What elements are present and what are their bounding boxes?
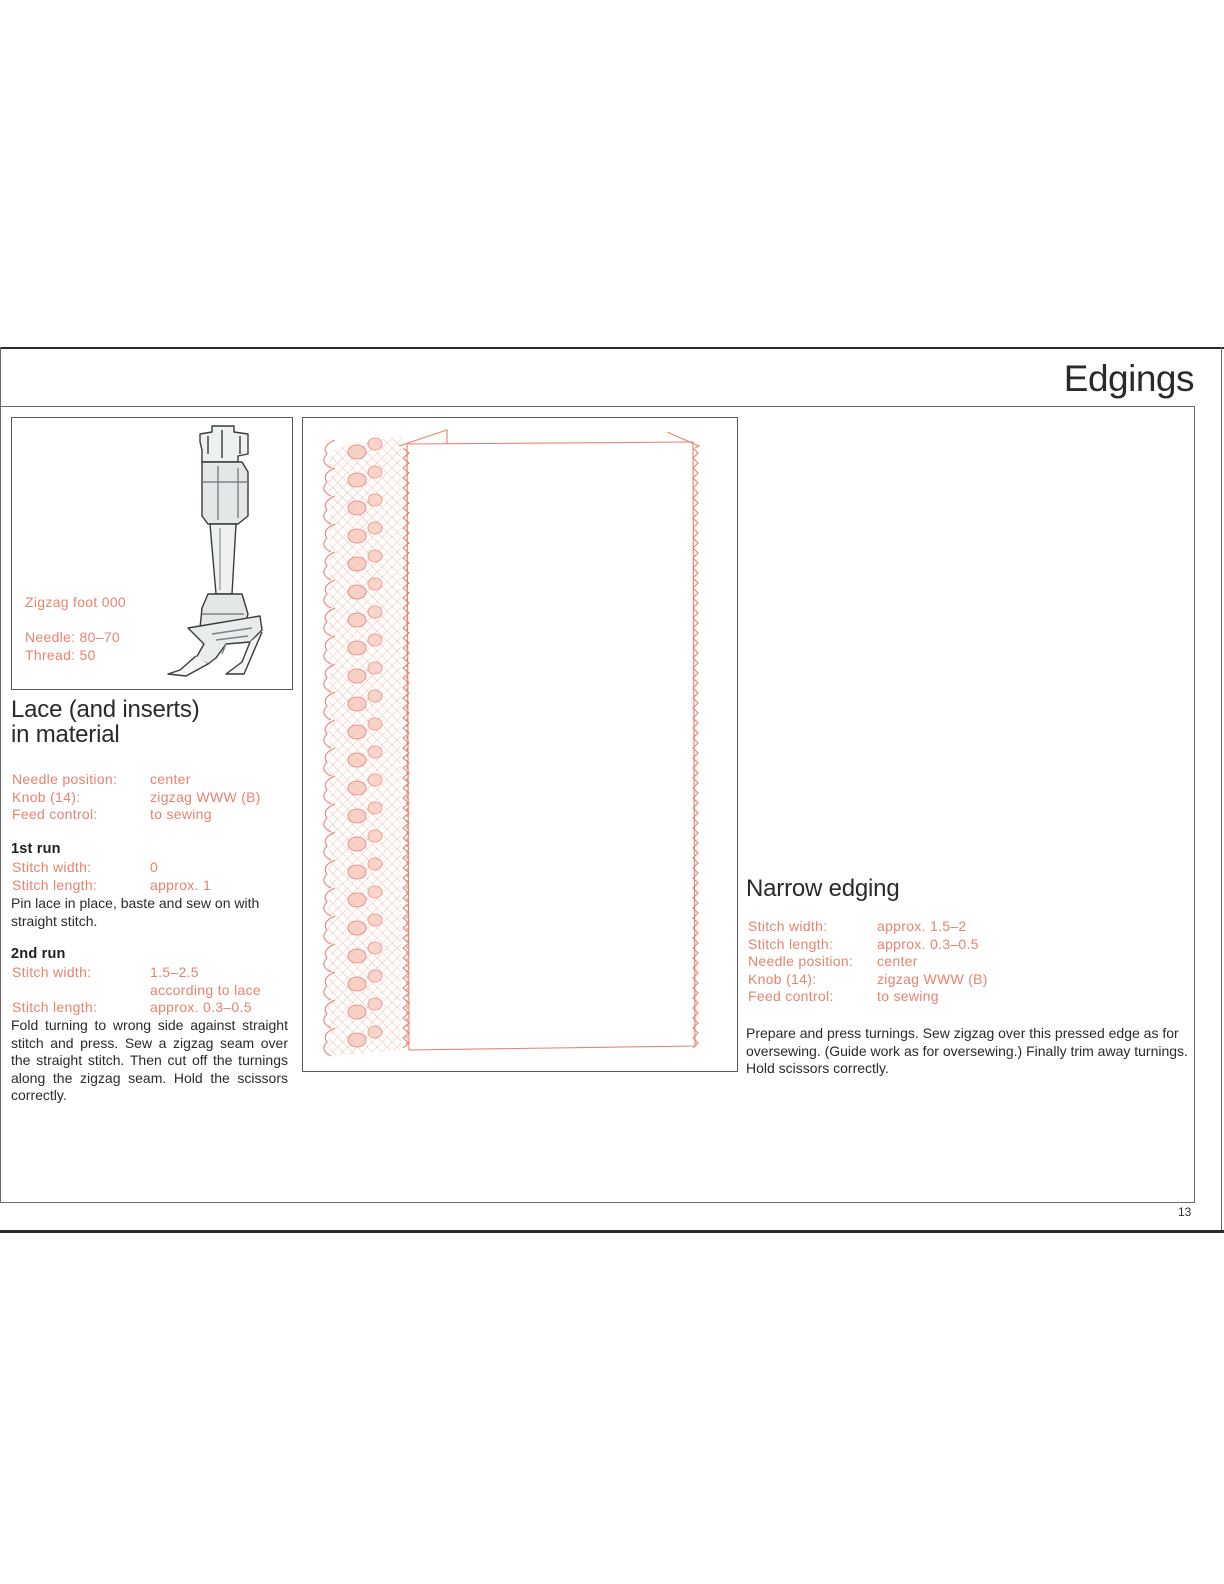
- setting-label: Needle position:: [12, 771, 118, 787]
- lace-motif: [348, 893, 366, 907]
- lace-motif: [348, 697, 366, 711]
- lace-motif: [348, 865, 366, 879]
- setting-label: Stitch width:: [12, 964, 92, 980]
- run1-instructions: Pin lace in place, baste and sew on with straight stitch.: [11, 895, 260, 929]
- run1-stitch-width: [12, 859, 297, 877]
- lace-motif: [348, 501, 366, 515]
- lace-edging-illustration: [303, 418, 737, 1071]
- narrow-edging-title: Narrow edging: [746, 875, 900, 902]
- run1-stitch-length: [12, 877, 297, 895]
- setting-label: Stitch length:: [12, 876, 98, 893]
- lace-motif: [368, 494, 382, 506]
- setting-label: Feed control:: [748, 988, 834, 1004]
- thread-size: Thread: 50: [25, 647, 96, 663]
- lace-motif: [368, 634, 382, 646]
- setting-label: Knob (14):: [12, 788, 81, 805]
- setting-value: center: [150, 771, 191, 787]
- lace-title-line2: in material: [11, 721, 120, 748]
- setting-label: Stitch width:: [12, 859, 92, 875]
- lace-motif: [348, 1005, 366, 1019]
- lace-motif: [348, 921, 366, 935]
- lace-motif: [368, 606, 382, 618]
- narrow-setting-feed-control: [748, 988, 1178, 1006]
- lace-motif: [368, 466, 382, 478]
- setting-value: approx. 1.5–2: [877, 918, 967, 934]
- lace-setting-needle-position: [12, 771, 297, 789]
- lace-motif: [348, 473, 366, 487]
- narrow-settings: [748, 918, 1178, 1006]
- lace-motif: [348, 725, 366, 739]
- run1-title: 1st run: [11, 841, 61, 857]
- narrow-setting-knob: [748, 971, 1178, 989]
- needle-size: Needle: 80–70: [25, 629, 120, 645]
- lace-motif: [368, 550, 382, 562]
- lace-motif: [348, 529, 366, 543]
- presser-foot-panel: [11, 417, 293, 690]
- lace-motif: [368, 998, 382, 1010]
- bottom-rule: [0, 1230, 1224, 1233]
- lace-motif: [348, 641, 366, 655]
- lace-illustration-panel: [302, 417, 738, 1072]
- lace-motif: [368, 522, 382, 534]
- presser-foot-name: Zigzag foot 000: [25, 594, 127, 610]
- lace-motif: [348, 977, 366, 991]
- top-rule: [0, 347, 1224, 349]
- run2-title: 2nd run: [11, 946, 66, 962]
- lace-section-title: [11, 697, 200, 747]
- setting-label: Stitch length:: [12, 999, 98, 1015]
- lace-motif: [368, 746, 382, 758]
- setting-value: approx. 1: [150, 876, 212, 893]
- setting-value: to sewing: [877, 988, 939, 1004]
- lace-motif: [348, 1033, 366, 1047]
- lace-motif: [368, 438, 382, 450]
- lace-motif: [368, 858, 382, 870]
- lace-settings: [12, 771, 297, 824]
- lace-motif: [348, 837, 366, 851]
- lace-motif: [368, 690, 382, 702]
- lace-title-line1: Lace (and inserts): [11, 696, 200, 723]
- lace-motif: [368, 662, 382, 674]
- narrow-setting-stitch-width: [748, 918, 1178, 936]
- narrow-setting-stitch-length: [748, 936, 1178, 954]
- lace-motif: [348, 809, 366, 823]
- setting-value: 1.5–2.5: [150, 964, 199, 980]
- setting-note: according to lace: [150, 981, 261, 998]
- lace-motif: [368, 970, 382, 982]
- lace-motif: [368, 718, 382, 730]
- lace-motif: [348, 585, 366, 599]
- page-number: 13: [1178, 1205, 1192, 1219]
- lace-motif: [348, 781, 366, 795]
- lace-motif: [368, 1026, 382, 1038]
- lace-mesh: [328, 436, 401, 1056]
- setting-label: Knob (14):: [748, 970, 817, 987]
- run2-stitch-width-note: [12, 982, 297, 1000]
- setting-value: zigzag WWW (B): [877, 970, 988, 987]
- run1-settings: [12, 859, 297, 894]
- header-rule: [0, 406, 1195, 407]
- page-title: Edgings: [1063, 358, 1194, 399]
- setting-value: 0: [150, 859, 159, 875]
- narrow-edging-instructions: Prepare and press turnings. Sew zigzag over this pressed edge as for oversewing. (Guide work as for oversewing.) Finally trim away turnings. Hold scissors correctly.: [746, 1025, 1188, 1076]
- content-right-rule: [1194, 406, 1195, 1203]
- lace-motif: [368, 802, 382, 814]
- lace-motif: [348, 613, 366, 627]
- setting-label: Stitch width:: [748, 918, 828, 934]
- setting-value: approx. 0.3–0.5: [877, 935, 979, 952]
- lace-setting-knob: [12, 789, 297, 807]
- run2-stitch-length: [12, 999, 297, 1017]
- lace-motif: [368, 830, 382, 842]
- narrow-setting-needle-position: [748, 953, 1178, 971]
- lace-motif: [348, 557, 366, 571]
- lace-motif: [368, 942, 382, 954]
- lace-motif: [348, 949, 366, 963]
- setting-value: to sewing: [150, 806, 212, 822]
- lace-motif: [368, 578, 382, 590]
- setting-label: Needle position:: [748, 953, 854, 969]
- lace-motif: [348, 445, 366, 459]
- run2-stitch-width: [12, 964, 297, 982]
- lace-motif: [348, 753, 366, 767]
- lace-setting-feed-control: [12, 806, 297, 824]
- lace-motif: [348, 669, 366, 683]
- lace-motif: [368, 914, 382, 926]
- setting-value: zigzag WWW (B): [150, 788, 261, 805]
- right-rule: [1221, 347, 1222, 1230]
- lace-motif: [368, 774, 382, 786]
- setting-value: approx. 0.3–0.5: [150, 999, 252, 1015]
- left-rule: [0, 347, 1, 1203]
- run2-settings: [12, 964, 297, 1017]
- setting-label: Stitch length:: [748, 935, 834, 952]
- run2-instructions: Fold turning to wrong side against straight stitch and press. Sew a zigzag seam over the straight stitch. Then cut off the turnings along the zigzag seam. Hold the scissors correctly.: [11, 1017, 288, 1103]
- setting-value: center: [877, 953, 918, 969]
- setting-label: Feed control:: [12, 806, 98, 822]
- footer-rule: [0, 1202, 1195, 1203]
- lace-motif: [368, 886, 382, 898]
